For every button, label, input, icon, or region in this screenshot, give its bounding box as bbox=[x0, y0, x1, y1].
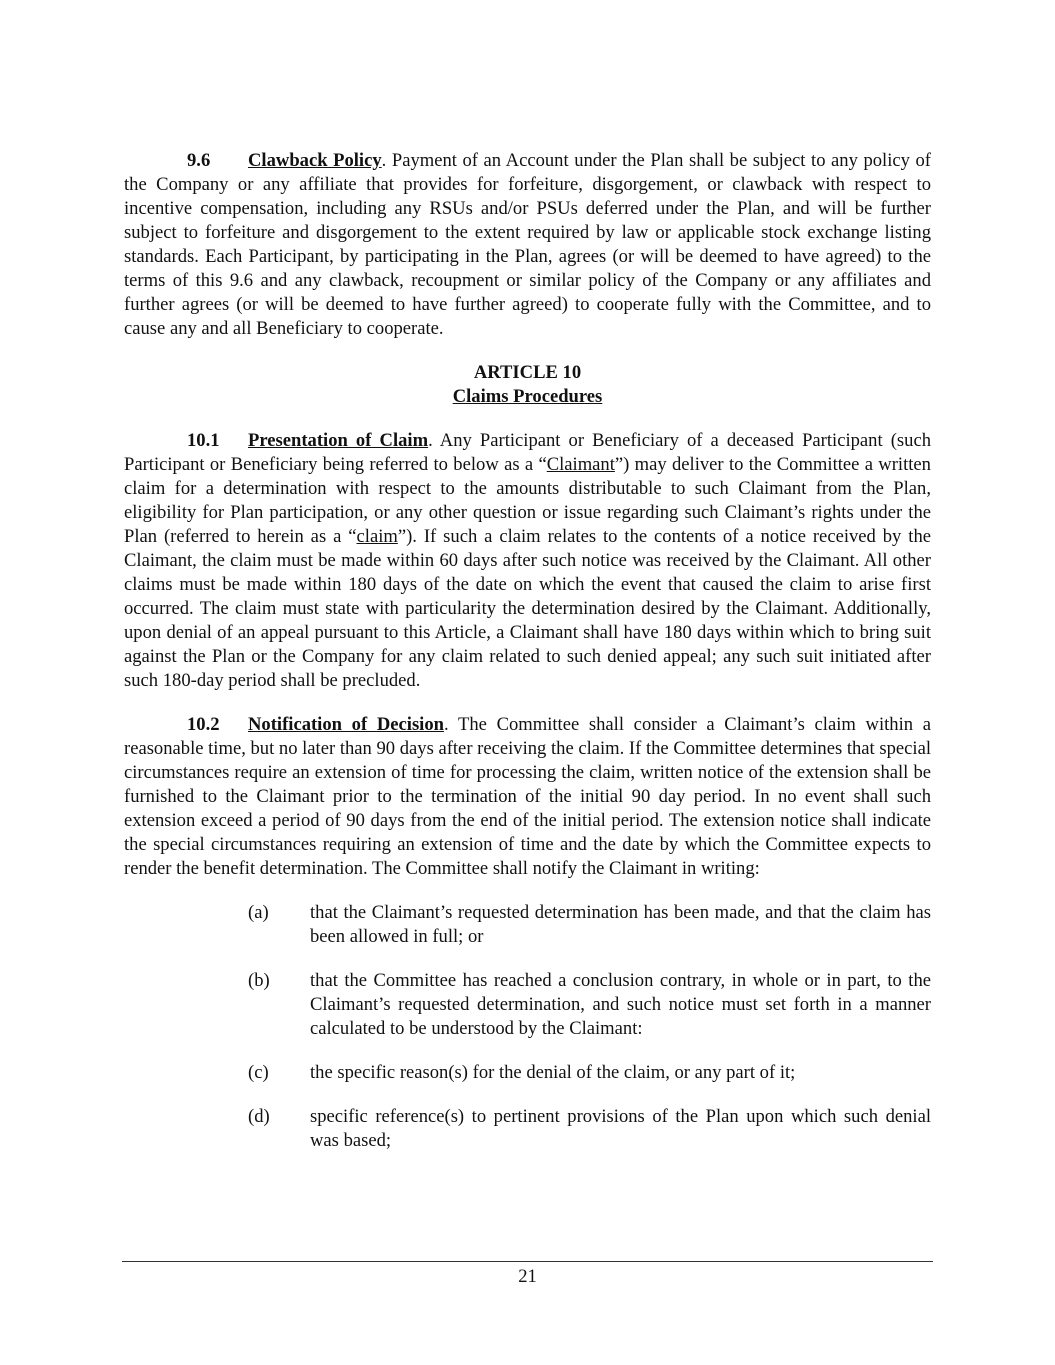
section-body: . Payment of an Account under the Plan shall be subject to any policy of the Company or any affiliate that provides for forfeiture, disgorgement, or clawback with respect to incentive compensation, including any RSUs and/or PSUs deferred under the Plan, and will be further subject to forfeiture and disgorgement to the extent required by law or applicable stock exchange listing standards. Each Participant, by participating in the Plan, agrees (or will be deemed to have agreed) to the terms of this 9.6 and any clawback, recoupment or similar policy of the Company or any affiliates and further agrees (or will be deemed to have further agreed) to cooperate fully with the Committee, and to cause any and all Beneficiary to cooperate. bbox=[124, 150, 931, 339]
defined-term-claimant: Claimant bbox=[546, 454, 615, 475]
section-9-6-paragraph bbox=[124, 149, 931, 341]
section-heading: Clawback Policy bbox=[248, 150, 382, 171]
article-label: ARTICLE 10 bbox=[473, 362, 582, 383]
list-item bbox=[248, 901, 931, 949]
section-number: 10.1 bbox=[187, 430, 220, 451]
page-number: 21 bbox=[518, 1266, 537, 1287]
list-item-label: (d) bbox=[248, 1106, 270, 1127]
section-heading: Presentation of Claim bbox=[248, 430, 429, 451]
list-item-label: (a) bbox=[248, 902, 269, 923]
article-title: Claims Procedures bbox=[452, 386, 603, 407]
list-item-label: (b) bbox=[248, 970, 270, 991]
section-10-2-paragraph bbox=[124, 713, 931, 881]
list-item-text: the specific reason(s) for the denial of the claim, or any part of it; bbox=[310, 1062, 796, 1083]
list-item bbox=[248, 1061, 931, 1085]
section-10-1-paragraph bbox=[124, 429, 931, 693]
list-item bbox=[248, 1105, 931, 1153]
defined-term-claim: claim bbox=[356, 526, 398, 547]
list-item-text: that the Claimant’s requested determination has been made, and that the claim has been allowed in full; or bbox=[310, 902, 931, 947]
section-body: . Any Participant or Beneficiary of a deceased Participant (such Participant or Beneficiary being referred to below as a “ bbox=[124, 430, 931, 475]
section-body: ”) may deliver to the Committee a written claim for a determination with respect to the amounts distributable to such Claimant from the Plan, eligibility for Plan participation, or any other question or issue regarding such Claimant’s rights under the Plan (referred to herein as a “ bbox=[124, 454, 931, 547]
section-number: 9.6 bbox=[187, 150, 211, 171]
footer-divider bbox=[122, 1261, 933, 1262]
section-heading: Notification of Decision bbox=[248, 714, 444, 735]
list-item-text: specific reference(s) to pertinent provisions of the Plan upon which such denial was based; bbox=[310, 1106, 931, 1151]
list-item bbox=[248, 969, 931, 1041]
article-heading bbox=[124, 361, 931, 409]
list-item-label: (c) bbox=[248, 1062, 269, 1083]
page-content bbox=[124, 149, 931, 1153]
section-body: ”). If such a claim relates to the contents of a notice received by the Claimant, the claim must be made within 60 days after such notice was received by the Claimant. All other claims must be made within 180 days of the date on which the event that caused the claim to arise first occurred. The claim must state with particularity the determination desired by the Claimant. Additionally, upon denial of an appeal pursuant to this Article, a Claimant shall have 180 days within which to bring suit against the Plan or the Company for any claim related to such denied appeal; any such suit initiated after such 180-day period shall be precluded. bbox=[124, 526, 931, 691]
section-body: . The Committee shall consider a Claimant’s claim within a reasonable time, but no later than 90 days after receiving the claim. If the Committee determines that special circumstances require an extension of time for processing the claim, written notice of the extension shall be furnished to the Claimant prior to the termination of the initial 90 day period. In no event shall such extension exceed a period of 90 days from the end of the initial period. The extension notice shall indicate the special circumstances requiring an extension of time and the date by which the Committee expects to render the benefit determination. The Committee shall notify the Claimant in writing: bbox=[124, 714, 931, 879]
section-number: 10.2 bbox=[187, 714, 220, 735]
list-item-text: that the Committee has reached a conclusion contrary, in whole or in part, to the Claimant’s requested determination, and such notice must set forth in a manner calculated to be understood by the Claimant: bbox=[310, 970, 931, 1039]
